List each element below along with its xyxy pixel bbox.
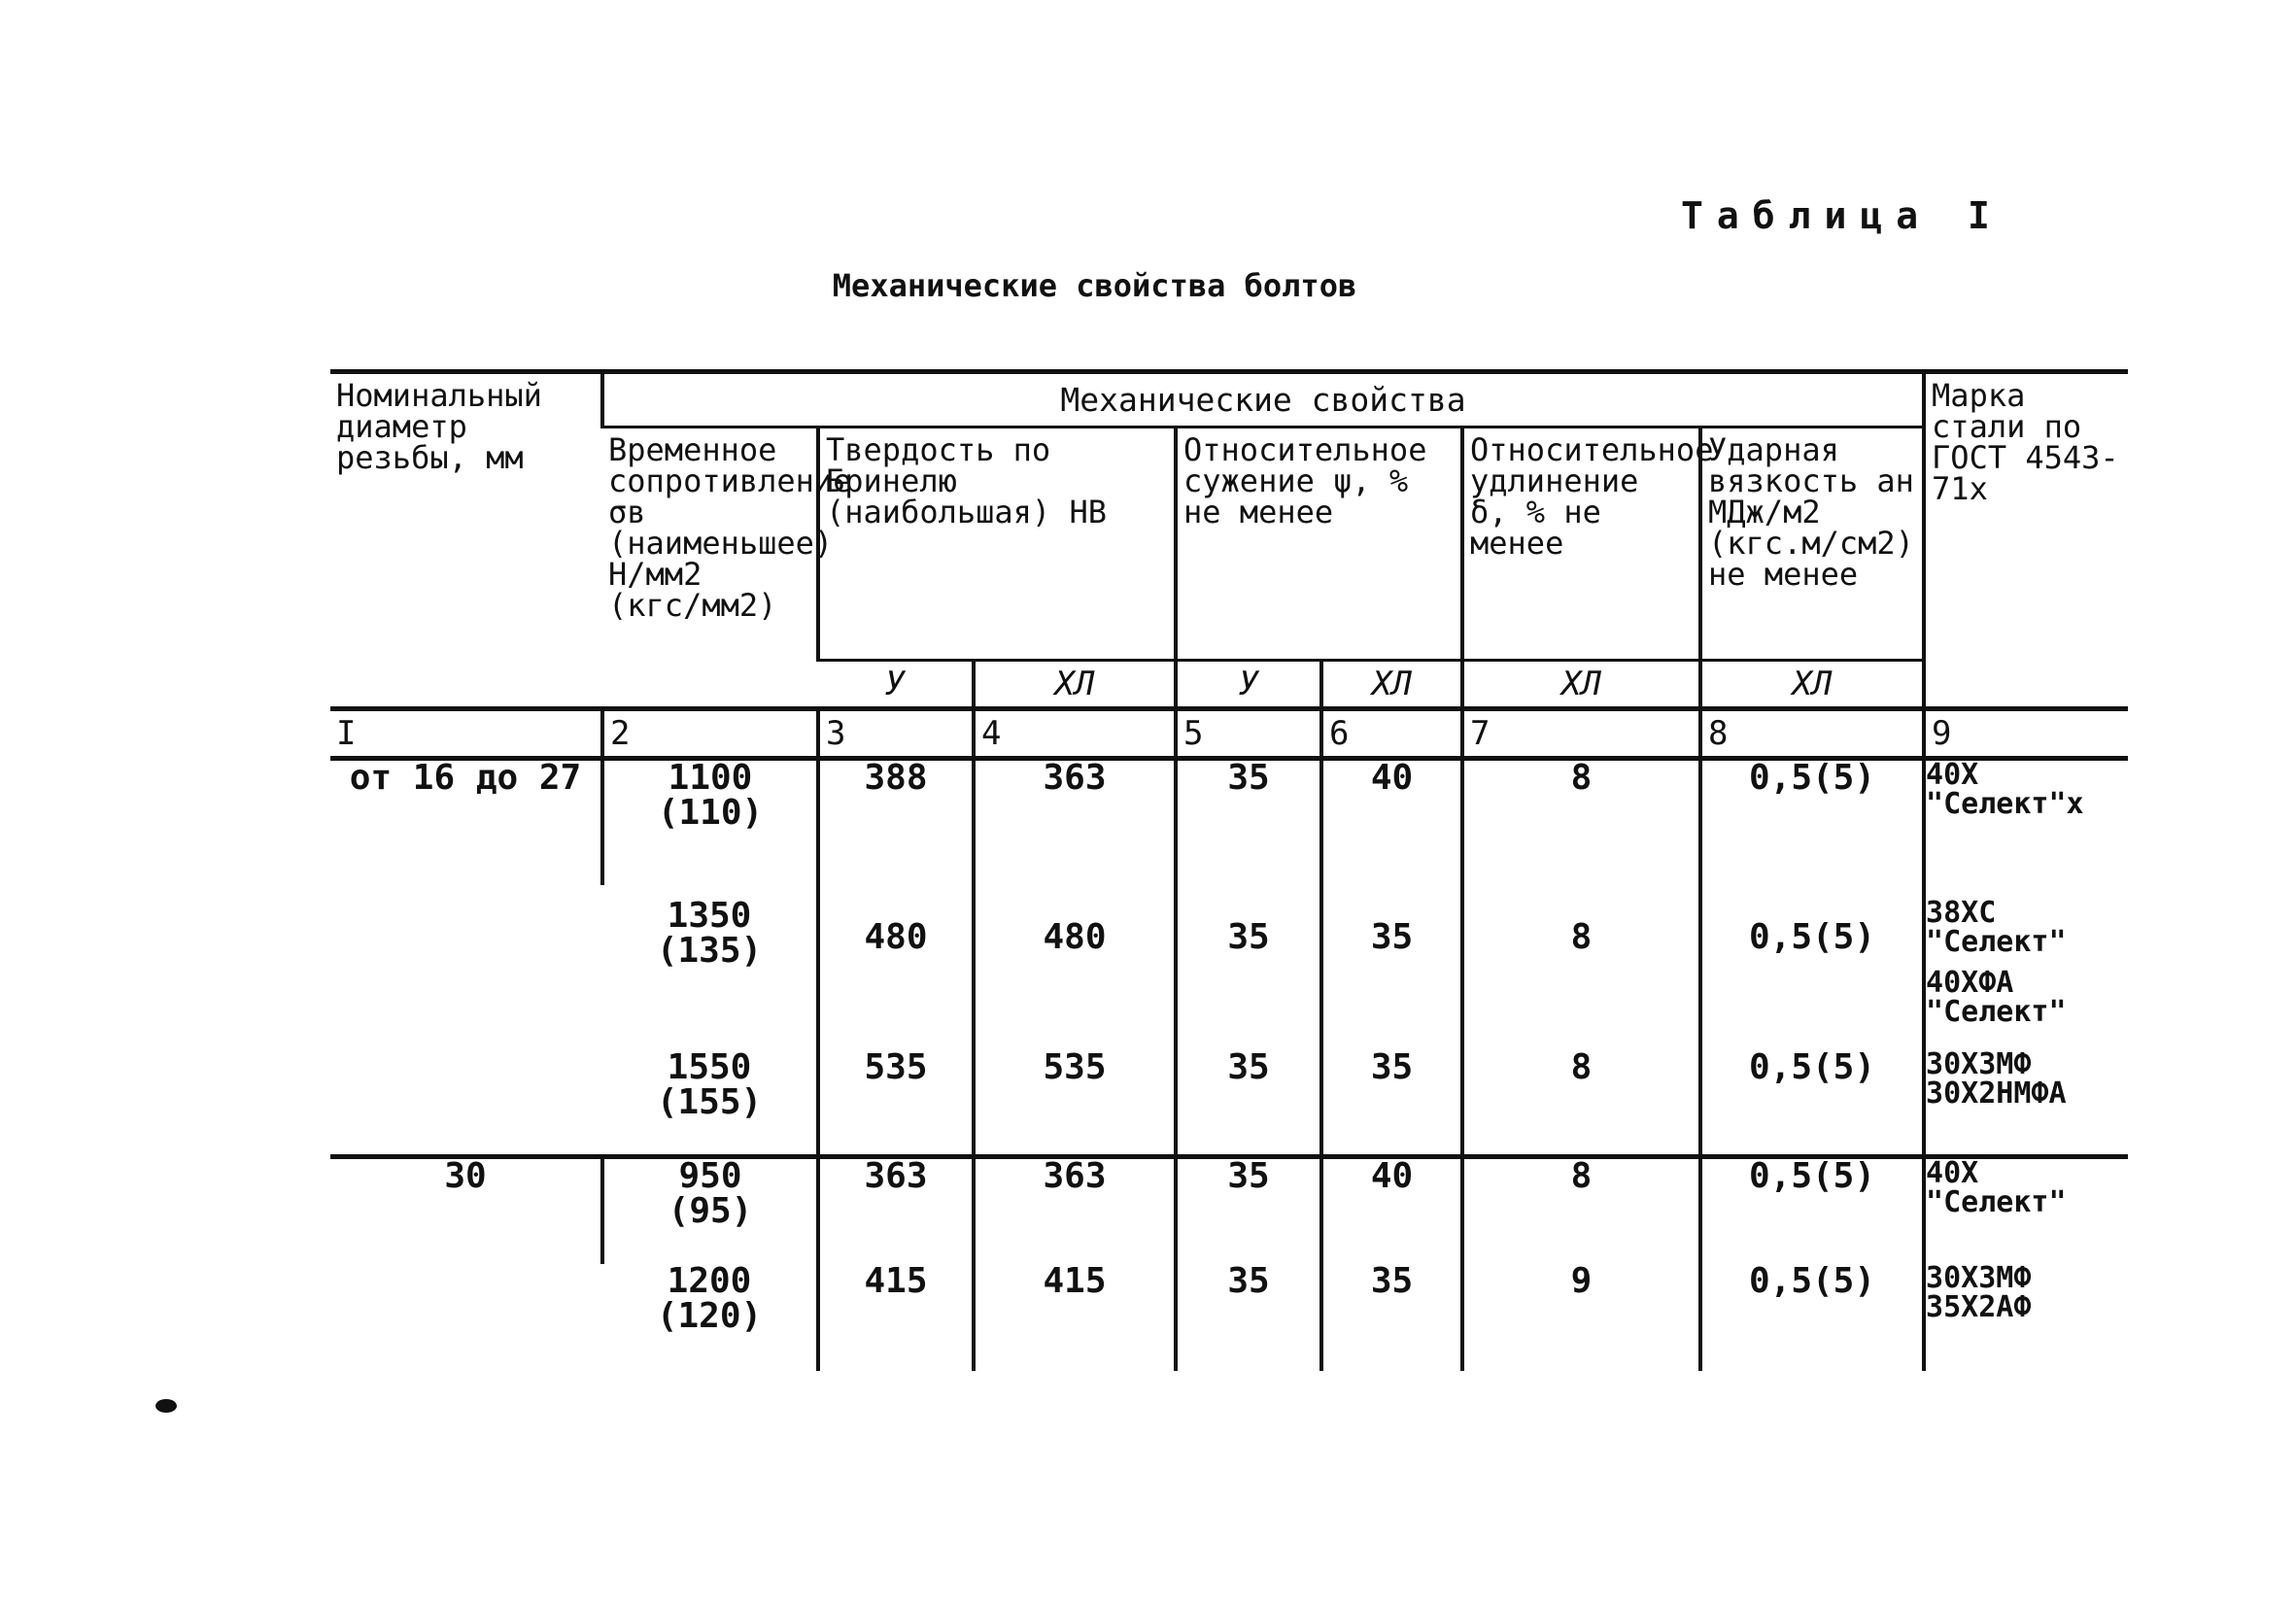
hb-v-cell: 415 — [818, 1264, 974, 1371]
strength-kgf: (135) — [656, 930, 763, 971]
delta-xl-cell: 8 — [1462, 885, 1700, 1050]
delta-xl-cell: 8 — [1462, 1157, 1700, 1264]
grade-line: 35Х2АФ — [1926, 1289, 2032, 1324]
grade-line: 40Х — [1926, 758, 1979, 792]
col-num-3: 3 — [818, 709, 974, 759]
strength-value: 1200 — [667, 1260, 752, 1301]
sub-elongation-xl: ХЛ — [1462, 661, 1700, 709]
impact-xl-cell: 0,5(5) — [1700, 1157, 1924, 1264]
delta-xl-cell: 9 — [1462, 1264, 1700, 1371]
grade-line: "Селект" — [1926, 924, 2067, 959]
table-row — [330, 1157, 2128, 1264]
grade-line: 38ХС — [1926, 895, 1997, 930]
grade-line: 30Х2НМФА — [1926, 1076, 2067, 1111]
header-steel-grade: Марка стали по ГОСТ 4543-71х — [1924, 372, 2128, 709]
grade-cell — [1924, 1260, 2128, 1371]
strength-value: 1350 — [667, 895, 752, 936]
strength-cell — [602, 885, 818, 1050]
strength-cell — [602, 1260, 818, 1371]
hb-v-cell: 535 — [818, 1050, 974, 1157]
strength-kgf: (110) — [657, 793, 764, 833]
hb-xl-cell: 363 — [974, 759, 1176, 885]
strength-kgf: (120) — [656, 1295, 763, 1336]
sub-narrowing-v: У — [1176, 661, 1321, 709]
strength-value: 1550 — [667, 1046, 752, 1087]
column-numbers-row — [330, 709, 2128, 759]
impact-xl-cell: 0,5(5) — [1700, 1050, 1924, 1157]
col-num-6: 6 — [1321, 709, 1462, 759]
col-num-1: I — [330, 709, 602, 759]
grade-cell — [1924, 1046, 2128, 1157]
header-row-1 — [330, 372, 2128, 427]
strength-cell — [602, 1046, 818, 1157]
strength-cell — [602, 1157, 818, 1264]
strength-kgf: (155) — [656, 1081, 763, 1122]
sub-narrowing-xl: ХЛ — [1321, 661, 1462, 709]
header-hardness: Твердость по Бринелю (наибольшая) НВ — [818, 427, 1176, 661]
sub-hardness-xl: ХЛ — [974, 661, 1176, 709]
hb-v-cell: 363 — [818, 1157, 974, 1264]
psi-xl-cell: 35 — [1321, 1264, 1462, 1371]
table-label: Таблица I — [1681, 194, 2004, 237]
strength-cell — [602, 759, 818, 885]
col-num-7: 7 — [1462, 709, 1700, 759]
diameter-cell: от 16 до 27 — [330, 759, 602, 1157]
psi-xl-cell: 35 — [1321, 885, 1462, 1050]
mechanical-properties-table — [330, 369, 2128, 1371]
sub-impact-xl: ХЛ — [1700, 661, 1924, 709]
psi-v-cell: 35 — [1176, 1050, 1321, 1157]
grade-cell — [1924, 885, 2128, 1050]
hb-xl-cell: 480 — [974, 885, 1176, 1050]
header-impact: Ударная вязкость aн МДж/м2 (кгс.м/см2) не менее — [1700, 427, 1924, 661]
table-title-text: Механические свойства болтов — [832, 267, 1357, 304]
strength-value: 950 — [678, 1156, 742, 1196]
grade-line: 40ХФА — [1926, 965, 2014, 1000]
col-num-2: 2 — [602, 709, 818, 759]
delta-xl-cell: 8 — [1462, 1050, 1700, 1157]
psi-v-cell: 35 — [1176, 759, 1321, 885]
table-title — [0, 267, 2296, 304]
grade-line: 30Х3МФ — [1926, 1046, 2032, 1081]
hb-v-cell: 388 — [818, 759, 974, 885]
psi-v-cell: 35 — [1176, 1157, 1321, 1264]
grade-cell — [1924, 759, 2128, 885]
grade-line: "Селект" — [1926, 1185, 2067, 1219]
sub-hardness-v: У — [884, 665, 906, 703]
strength-kgf: (95) — [668, 1191, 753, 1231]
header-narrowing: Относительное сужение ψ, % не менее — [1176, 427, 1462, 661]
hb-xl-cell: 363 — [974, 1157, 1176, 1264]
col-num-9: 9 — [1924, 709, 2128, 759]
col-num-4: 4 — [974, 709, 1176, 759]
grade-cell — [1924, 1157, 2128, 1264]
header-strength: Временное сопротивление σв (наименьшее) Н/мм2 (кгс/мм2) — [608, 431, 852, 624]
col-num-5: 5 — [1176, 709, 1321, 759]
delta-xl-cell: 8 — [1462, 759, 1700, 885]
psi-xl-cell: 35 — [1321, 1050, 1462, 1157]
header-diameter: Номинальный диаметр резьбы, мм — [330, 372, 602, 709]
impact-xl-cell: 0,5(5) — [1700, 1264, 1924, 1371]
psi-xl-cell: 40 — [1321, 759, 1462, 885]
psi-v-cell: 35 — [1176, 885, 1321, 1050]
table-row — [330, 759, 2128, 885]
psi-v-cell: 35 — [1176, 1264, 1321, 1371]
psi-xl-cell: 40 — [1321, 1157, 1462, 1264]
grade-line: "Селект" — [1926, 994, 2067, 1029]
grade-line: "Селект"х — [1926, 787, 2084, 821]
diameter-cell: 30 — [444, 1156, 487, 1196]
col-num-8: 8 — [1700, 709, 1924, 759]
header-elongation: Относительное удлинение δ, % не менее — [1462, 427, 1700, 661]
grade-line: 40Х — [1926, 1156, 1979, 1190]
impact-xl-cell: 0,5(5) — [1700, 759, 1924, 885]
impact-xl-cell: 0,5(5) — [1700, 885, 1924, 1050]
ink-spot — [155, 1399, 177, 1413]
strength-value: 1100 — [668, 758, 753, 798]
hb-v-cell: 480 — [818, 885, 974, 1050]
hb-xl-cell: 535 — [974, 1050, 1176, 1157]
header-mech-properties: Механические свойства — [602, 372, 1924, 427]
grade-line: 30Х3МФ — [1926, 1260, 2032, 1295]
hb-xl-cell: 415 — [974, 1264, 1176, 1371]
